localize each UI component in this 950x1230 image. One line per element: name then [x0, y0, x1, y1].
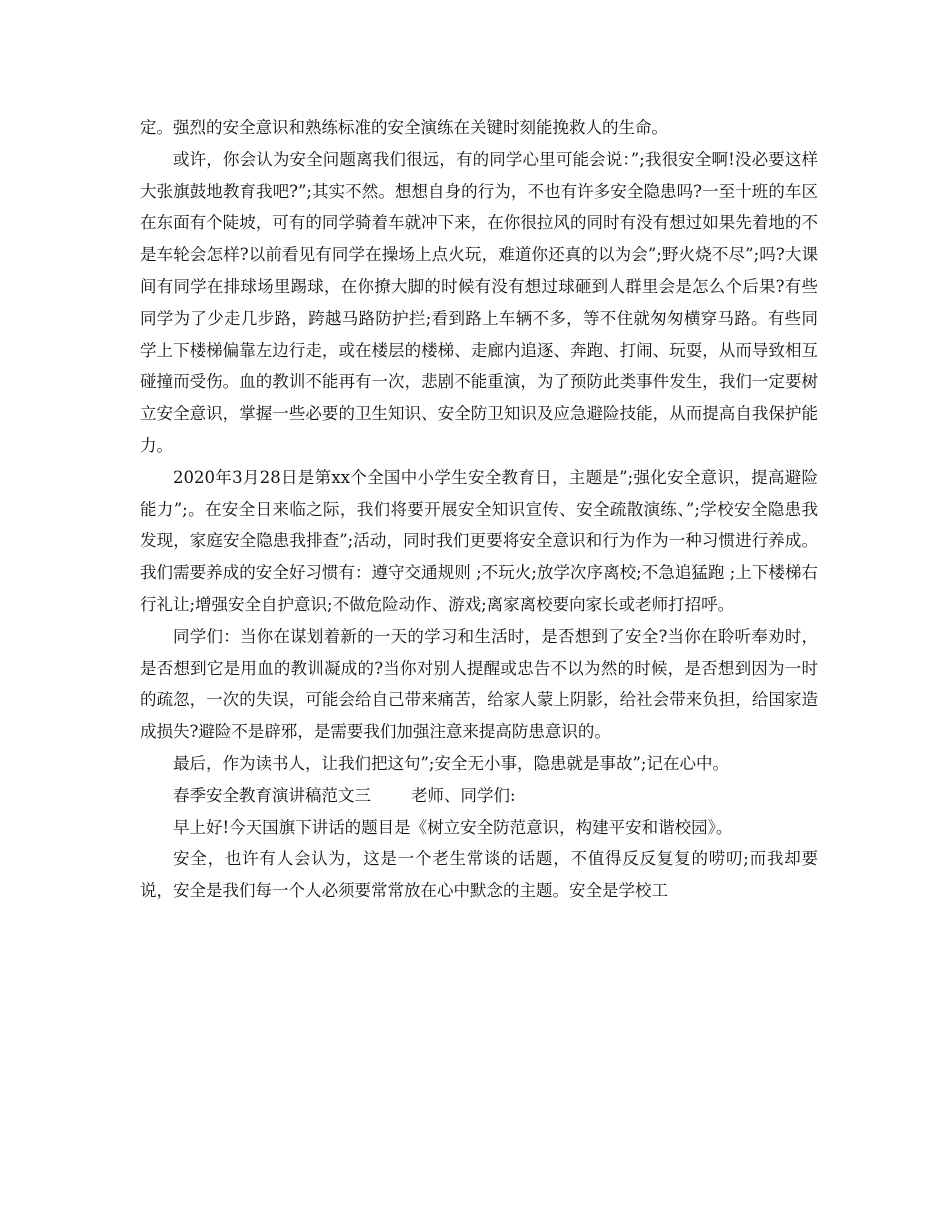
paragraph-safety-hazards: 或许，你会认为安全问题离我们很远，有的同学心里可能会说：”;我很安全啊!没必要这样大张旗鼓地教育我吧?”;其实不然。想想自身的行为，不也有许多安全隐患吗?一至十班的车区在东面有个陡坡，可有的同学骑着车就冲下来，在你很拉风的同时有没有想过如果先着地的不是车轮会怎样?以前看见有同学在操场上点火玩，难道你还真的以为会”;野火烧不尽”;吗?大课间有同学在排球场里踢球，在你撩大脚的时候有没有想过球砸到人群里会是怎么个后果?有些同学为了少走几步路，跨越马路防护拦;看到路上车辆不多，等不住就匆匆横穿马路。有些同学上下楼梯偏靠左边行走，或在楼层的楼梯、走廊内追逐、奔跑、打闹、玩耍，从而导致相互碰撞而受伤。血的教训不能再有一次，悲剧不能重演，为了预防此类事件发生，我们一定要树立安全意识，掌握一些必要的卫生知识、安全防卫知识及应急避险技能，从而提高自我保护能力。	[140, 149, 818, 455]
paragraph-continuation: 定。强烈的安全意识和熟练标准的安全演练在关键时刻能挽救人的生命。	[140, 118, 668, 137]
section-heading-line	[140, 780, 818, 812]
paragraph-conclusion: 最后，作为读书人，让我们把这句”;安全无小事，隐患就是事故”;记在心中。	[173, 753, 729, 773]
section-heading-salutation: 老师、同学们:	[411, 785, 516, 805]
document-body	[140, 112, 818, 907]
paragraph-greeting: 早上好!今天国旗下讲话的题目是《树立安全防范意识，构建平安和谐校园》。	[173, 817, 733, 837]
paragraph-safety-education-day: 2020年3月28日是第xx个全国中小学生安全教育日，主题是”;强化安全意识，提高避险能力”;。在安全日来临之际，我们将要开展安全知识宣传、安全疏散演练、”;学校安全隐患我发现，家庭安全隐患我排查”;活动，同时我们更要将安全意识和行为作为一种习惯进行养成。我们需要养成的安全好习惯有：遵守交通规则 ;不玩火;放学次序离校;不急追猛跑 ;上下楼梯右行礼让;增强安全自护意识;不做危险动作、游戏;离家离校要向家长或老师打招呼。	[140, 467, 818, 614]
paragraph-safety-theme: 安全，也许有人会认为，这是一个老生常谈的话题，不值得反反复复的唠叨;而我却要说，安全是我们每一个人必须要常常放在心中默念的主题。安全是学校工	[140, 849, 818, 901]
section-heading-title: 春季安全教育演讲稿范文三	[173, 785, 371, 805]
paragraph-students-address: 同学们：当你在谋划着新的一天的学习和生活时，是否想到了安全?当你在聆听奉劝时，是否想到它是用血的教训凝成的?当你对别人提醒或忠告不以为然的时候，是否想到因为一时的疏忽，一次的失误，可能会给自己带来痛苦，给家人蒙上阴影，给社会带来负担，给国家造成损失?避险不是辟邪，是需要我们加强注意来提高防患意识的。	[140, 626, 818, 742]
